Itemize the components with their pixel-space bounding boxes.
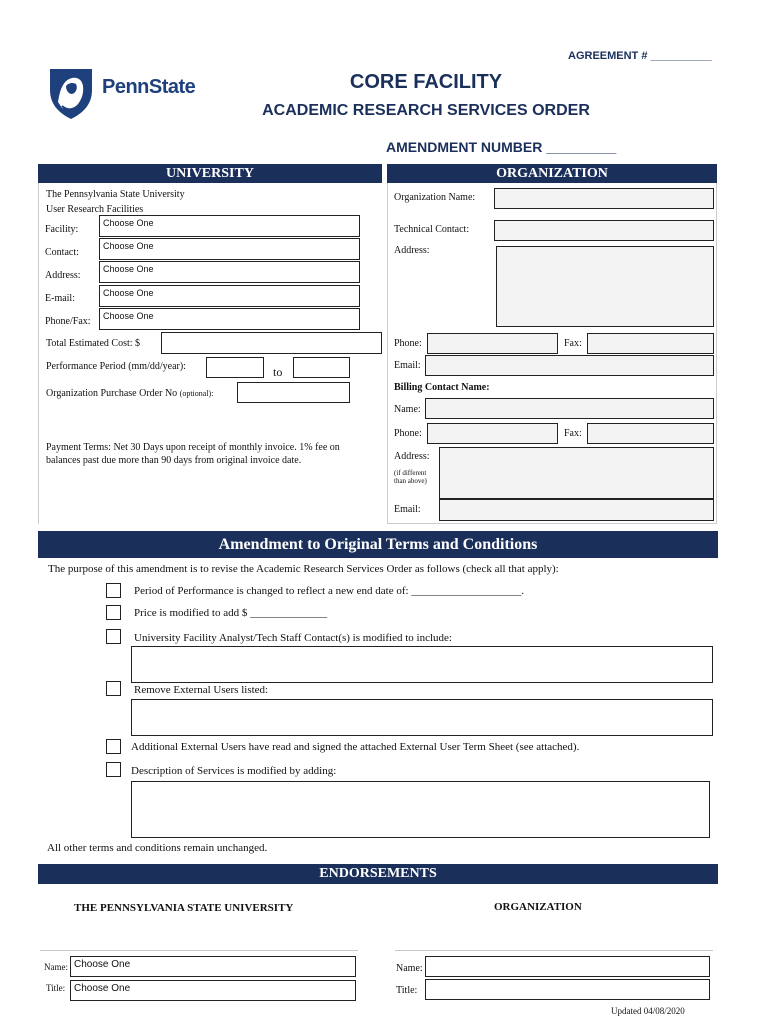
university-name: The Pennsylvania State University (46, 189, 185, 200)
university-heading: UNIVERSITY (38, 164, 382, 183)
org-email-label: Email: (394, 360, 421, 371)
title-ars-order: ACADEMIC RESEARCH SERVICES ORDER (262, 102, 590, 119)
agreement-number (568, 50, 712, 62)
checkbox-remove-external-users[interactable] (106, 681, 121, 696)
facility-label: Facility: (45, 224, 79, 235)
org-endorse-name-input[interactable] (425, 956, 710, 977)
amendment-heading: Amendment to Original Terms and Conditions (38, 531, 718, 558)
facility-select[interactable]: Choose One (99, 215, 360, 237)
org-fax-input[interactable] (587, 333, 714, 354)
endorsement-organization-label: ORGANIZATION (494, 901, 582, 913)
po-label (46, 388, 213, 399)
org-address-input[interactable] (496, 246, 714, 327)
billing-address-note1: (if different (394, 469, 427, 477)
po-input[interactable] (237, 382, 350, 403)
technical-contact-input[interactable] (494, 220, 714, 241)
updated-date: Updated 04/08/2020 (611, 1006, 685, 1016)
additional-external-users-label: Additional External Users have read and signed the attached External User Term Sheet (see attached). (131, 741, 580, 753)
checkbox-additional-external-users[interactable] (106, 739, 121, 754)
organization-heading: ORGANIZATION (387, 164, 717, 183)
org-endorse-title-label: Title: (396, 985, 418, 996)
email-select[interactable]: Choose One (99, 285, 360, 307)
price-modified-label: Price is modified to add $ ______________ (134, 607, 328, 619)
remove-external-users-textarea[interactable] (131, 699, 713, 736)
amendment-line: _________ (546, 139, 617, 155)
billing-address-label: Address: (394, 451, 430, 462)
agreement-label: AGREEMENT # (568, 50, 648, 62)
endorsements-heading: ENDORSEMENTS (38, 864, 718, 884)
endorsement-university-label: THE PENNSYLVANIA STATE UNIVERSITY (74, 902, 294, 914)
total-cost-input[interactable] (161, 332, 382, 354)
billing-email-label: Email: (394, 504, 421, 515)
period-to-label: to (273, 365, 283, 379)
billing-address-input[interactable] (439, 447, 714, 499)
checkbox-price-modified[interactable] (106, 605, 121, 620)
address-select[interactable]: Choose One (99, 261, 360, 283)
agreement-line: __________ (650, 50, 712, 62)
endorse-name-label: Name: (44, 962, 68, 972)
amendment-number (386, 139, 616, 155)
university-unit: User Research Facilities (46, 204, 144, 215)
title-core-facility: CORE FACILITY (349, 71, 503, 93)
email-label: E-mail: (45, 293, 75, 304)
address-label: Address: (45, 270, 81, 281)
billing-fax-input[interactable] (587, 423, 714, 444)
amendment-purpose: The purpose of this amendment is to revise the Academic Research Services Order as follows (check all that apply): (48, 563, 559, 575)
org-name-label: Organization Name: (394, 192, 476, 203)
checkbox-description-of-services[interactable] (106, 762, 121, 777)
logo-wordmark: PennState (102, 76, 196, 98)
org-email-input[interactable] (425, 355, 714, 376)
org-phone-input[interactable] (427, 333, 558, 354)
contact-select[interactable]: Choose One (99, 238, 360, 260)
phone-fax-select[interactable]: Choose One (99, 308, 360, 330)
period-start-input[interactable] (206, 357, 264, 378)
period-end-input[interactable] (293, 357, 350, 378)
billing-heading: Billing Contact Name: (394, 382, 490, 393)
amendment-label: AMENDMENT NUMBER (386, 139, 543, 155)
endorse-title-select[interactable]: Choose One (70, 980, 356, 1001)
description-of-services-textarea[interactable] (131, 781, 710, 838)
period-of-performance-label: Period of Performance is changed to reflect a new end date of: ____________________. (134, 585, 525, 597)
org-address-label: Address: (394, 245, 430, 256)
po-optional: (optional): (179, 389, 214, 398)
description-of-services-label: Description of Services is modified by adding: (131, 765, 337, 777)
staff-contacts-textarea[interactable] (131, 646, 713, 683)
endorse-name-select[interactable]: Choose One (70, 956, 356, 977)
billing-email-input[interactable] (439, 499, 714, 521)
checkbox-staff-contacts[interactable] (106, 629, 121, 644)
billing-address-note2: than above) (394, 477, 427, 485)
org-endorse-title-input[interactable] (425, 979, 710, 1000)
billing-phone-label: Phone: (394, 428, 422, 439)
org-phone-label: Phone: (394, 338, 422, 349)
org-fax-label: Fax: (564, 338, 582, 349)
checkbox-period-of-performance[interactable] (106, 583, 121, 598)
total-cost-label: Total Estimated Cost: $ (46, 338, 141, 349)
billing-name-label: Name: (394, 404, 421, 415)
endorse-title-label: Title: (46, 983, 66, 993)
billing-fax-label: Fax: (564, 428, 582, 439)
organization-signature-line (395, 950, 713, 951)
billing-name-input[interactable] (425, 398, 714, 419)
po-label-text: Organization Purchase Order No (46, 388, 178, 399)
org-name-input[interactable] (494, 188, 714, 209)
org-endorse-name-label: Name: (396, 963, 423, 974)
contact-label: Contact: (45, 247, 79, 258)
remove-external-users-label: Remove External Users listed: (134, 684, 269, 696)
university-signature-line (40, 950, 358, 951)
payment-terms: Payment Terms: Net 30 Days upon receipt of monthly invoice. 1% fee on balances past due more than 90 days from original invoice date. (46, 442, 340, 466)
technical-contact-label: Technical Contact: (394, 224, 470, 235)
billing-phone-input[interactable] (427, 423, 558, 444)
phone-fax-label: Phone/Fax: (45, 316, 91, 327)
staff-contacts-label: University Facility Analyst/Tech Staff Contact(s) is modified to include: (134, 632, 452, 644)
amendment-closing: All other terms and conditions remain unchanged. (47, 842, 268, 854)
performance-period-label: Performance Period (mm/dd/year): (46, 361, 186, 372)
